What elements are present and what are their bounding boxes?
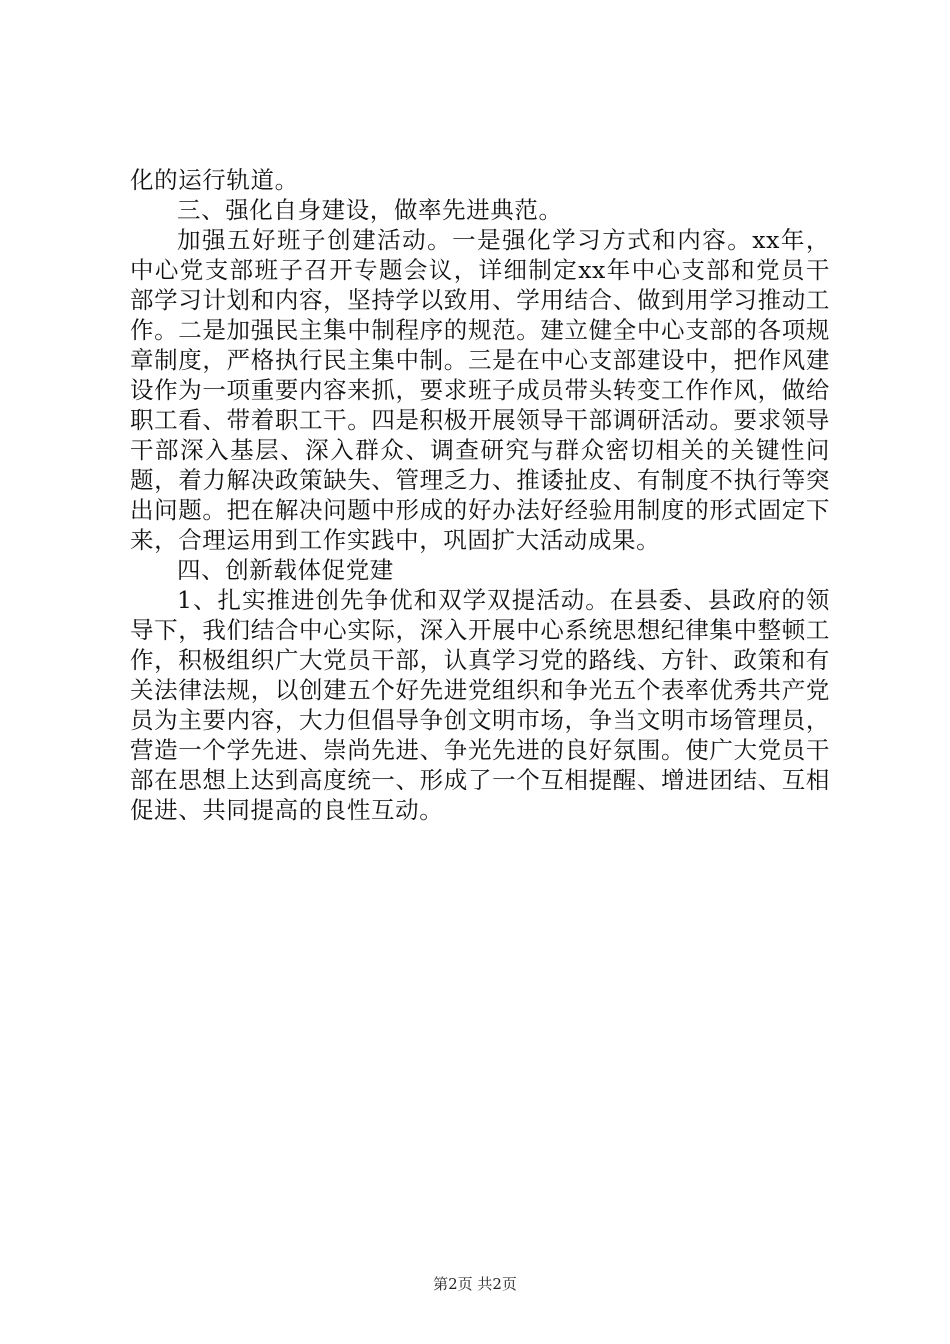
paragraph-five-good-team: 加强五好班子创建活动。一是强化学习方式和内容。xx年，中心党支部班子召开专题会议，详细制定xx年中心支部和党员干部学习计划和内容，坚持学以致用、学用结合、做到用学习推动工作。二是加强民主集中制程序的规范。建立健全中心支部的各项规章制度，严格执行民主集中制。三是在中心支部建设中，把作风建设作为一项重要内容来抓，要求班子成员带头转变工作作风，做给职工看、带着职工干。四是积极开展领导干部调研活动。要求领导干部深入基层、深入群众、调查研究与群众密切相关的关键性问题，着力解决政策缺失、管理乏力、推诿扯皮、有制度不执行等突出问题。把在解决问题中形成的好办法好经验用制度的形式固定下来，合理运用到工作实践中，巩固扩大活动成果。 — [130, 226, 830, 554]
paragraph-continuation: 化的运行轨道。 — [130, 166, 299, 194]
paragraph-innovation-activities: 1、扎实推进创先争优和双学双提活动。在县委、县政府的领导下，我们结合中心实际，深入开展中心系统思想纪律集中整顿工作，积极组织广大党员干部，认真学习党的路线、方针、政策和有关法律法规，以创建五个好先进党组织和争光五个表率优秀共产党员为主要内容，大力但倡导争创文明市场，争当文明市场管理员，营造一个学先进、崇尚先进、争光先进的良好氛围。使广大党员干部在思想上达到高度统一、形成了一个互相提醒、增进团结、互相促进、共同提高的良性互动。 — [130, 586, 830, 824]
section-heading-3: 三、强化自身建设，做率先进典范。 — [177, 196, 563, 224]
section-heading-4: 四、创新载体促党建 — [177, 556, 394, 584]
page-footer: 第2页 共2页 — [433, 1275, 517, 1293]
document-body — [130, 165, 830, 825]
